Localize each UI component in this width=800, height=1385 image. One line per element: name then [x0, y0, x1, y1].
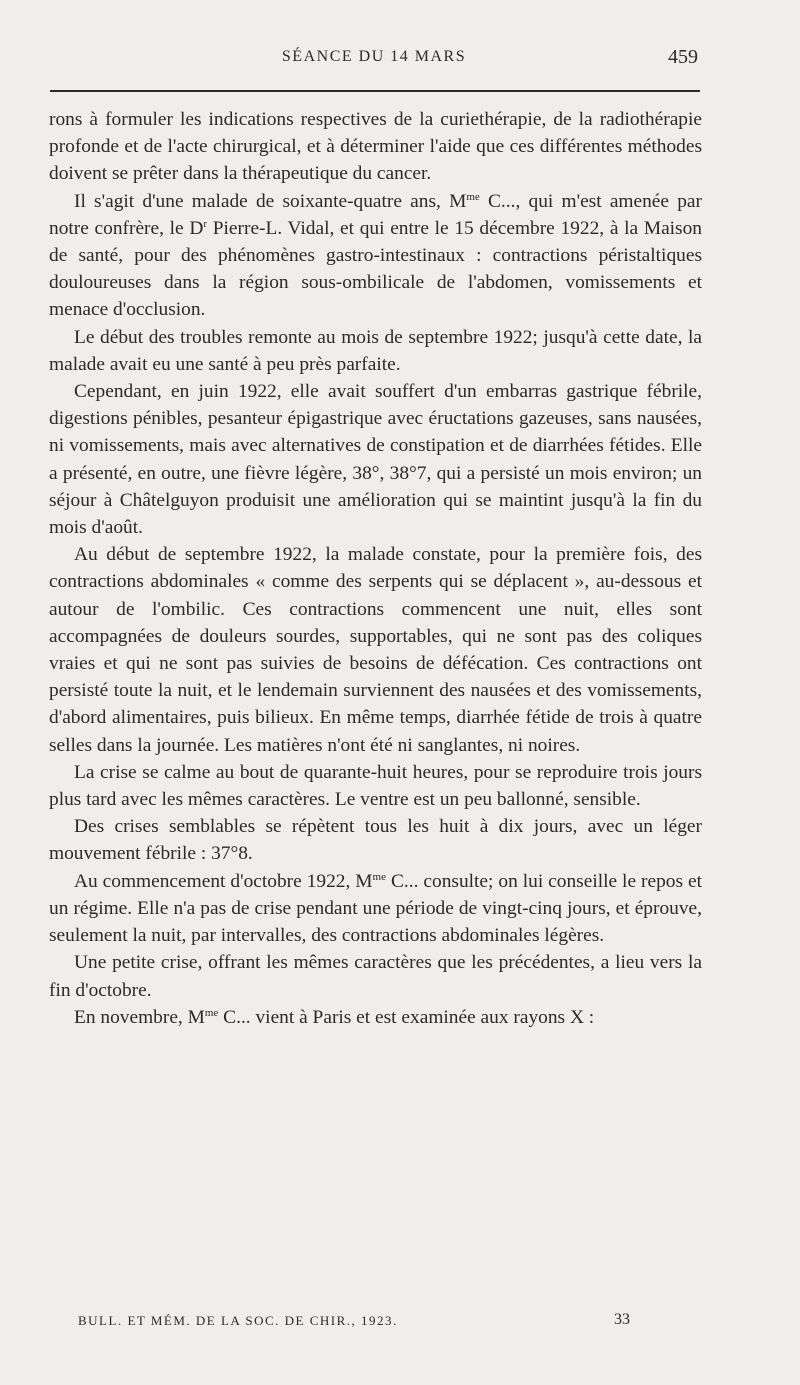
paragraph-text: Le début des troubles remonte au mois de septembre 1922; jusqu'à cette date, la malade avait eu une santé à peu près parfaite.	[49, 326, 702, 375]
paragraph-text: En novembre, M	[74, 1006, 205, 1028]
paragraph-text: La crise se calme au bout de quarante-huit heures, pour se reproduire trois jours plus tard avec les mêmes caractères. Le ventre est un peu ballonné, sensible.	[49, 761, 702, 811]
paragraph-text: C... vient à Paris et est examinée aux rayons X :	[218, 1006, 595, 1028]
paragraph	[49, 949, 702, 1003]
paragraph-text: Cependant, en juin 1922, elle avait souffert d'un embarras gastrique fébrile, digestions pénibles, pesanteur épigastrique avec éructations gazeuses, sans nausées, ni vomissements, mais avec alternatives de constipation et de diarrhées fétides. Elle a présenté, en outre, une fièvre légère, 38°, 38°7, qui a persisté un mois environ; un séjour à Châtelguyon produisit une amélioration qui se maintint jusqu'à la fin du mois d'août.	[49, 381, 702, 539]
paragraph-text: rons à formuler les indications respectives de la curiethérapie, de la radiothérapie profonde et de l'acte chirurgical, et à déterminer l'aide que ces différentes méthodes doivent se prêter dans la thérapeutique du cancer.	[49, 109, 702, 185]
paragraph-text: Des crises semblables se répètent tous les huit à dix jours, avec un léger mouvement fébrile : 37°8.	[49, 816, 702, 865]
superscript: me	[204, 1006, 219, 1019]
running-title: SÉANCE DU 14 MARS	[281, 48, 467, 65]
paragraph-text: Au début de septembre 1922, la malade constate, pour la première fois, des contractions abdominales « comme des serpents qui se déplacent », au-dessous et autour de l'ombilic. Ces contractions commencent une nuit, elles sont accompagnées de douleurs sourdes, supportables, qui ne sont pas des coliques vraies et qui ne sont pas suivies de besoins de défécation. Ces contractions ont persisté toute la nuit, et le lendemain surviennent des nausées et des vomissements, d'abord alimentaires, puis bilieux. En même temps, diarrhée fétide de trois à quatre selles dans la journée. Les matières n'ont été ni sanglantes, ni noires.	[49, 544, 702, 756]
paragraph-text: C... consulte; on lui conseille le repos et un régime. Elle n'a pas de crise pendant une période de vingt-cinq jours, et éprouve, seulement la nuit, par intervalles, des contractions abdominales légères.	[49, 870, 702, 947]
paragraph-text: Pierre-L. Vidal, et qui entre le 15 décembre 1922, à la Maison de santé, pour des phénomènes gastro-intestinaux : contractions péristaltiques douloureuses dans la région sous-ombilicale de l'abdomen, vomissements et menace d'occlusion.	[49, 217, 702, 321]
running-header	[48, 40, 700, 80]
superscript: me	[466, 190, 480, 203]
paragraph	[49, 813, 702, 867]
paragraph-text: C..., qui m'est amenée par notre confrère, le D	[49, 190, 702, 239]
paragraph	[49, 868, 702, 950]
paragraph	[49, 106, 702, 188]
page-footer	[78, 1309, 638, 1333]
paragraph	[49, 1004, 702, 1031]
paragraph-text: Au commencement d'octobre 1922, M	[74, 870, 373, 892]
journal-reference: BULL. ET MÉM. DE LA SOC. DE CHIR., 1923.	[78, 1313, 398, 1328]
superscript: r	[203, 217, 208, 230]
paragraph	[49, 541, 702, 759]
paragraph	[49, 324, 702, 378]
paragraph	[49, 378, 702, 541]
paragraph	[49, 759, 702, 813]
superscript: me	[372, 870, 386, 883]
signature-mark: 33	[614, 1311, 630, 1328]
body-text	[49, 106, 702, 1031]
page-number: 459	[668, 46, 698, 68]
paragraph-text: Il s'agit d'une malade de soixante-quatre ans, M	[74, 190, 467, 212]
paragraph	[49, 188, 702, 324]
header-rule	[50, 90, 700, 92]
paragraph-text: Une petite crise, offrant les mêmes caractères que les précédentes, a lieu vers la fin d'octobre.	[49, 952, 702, 1001]
